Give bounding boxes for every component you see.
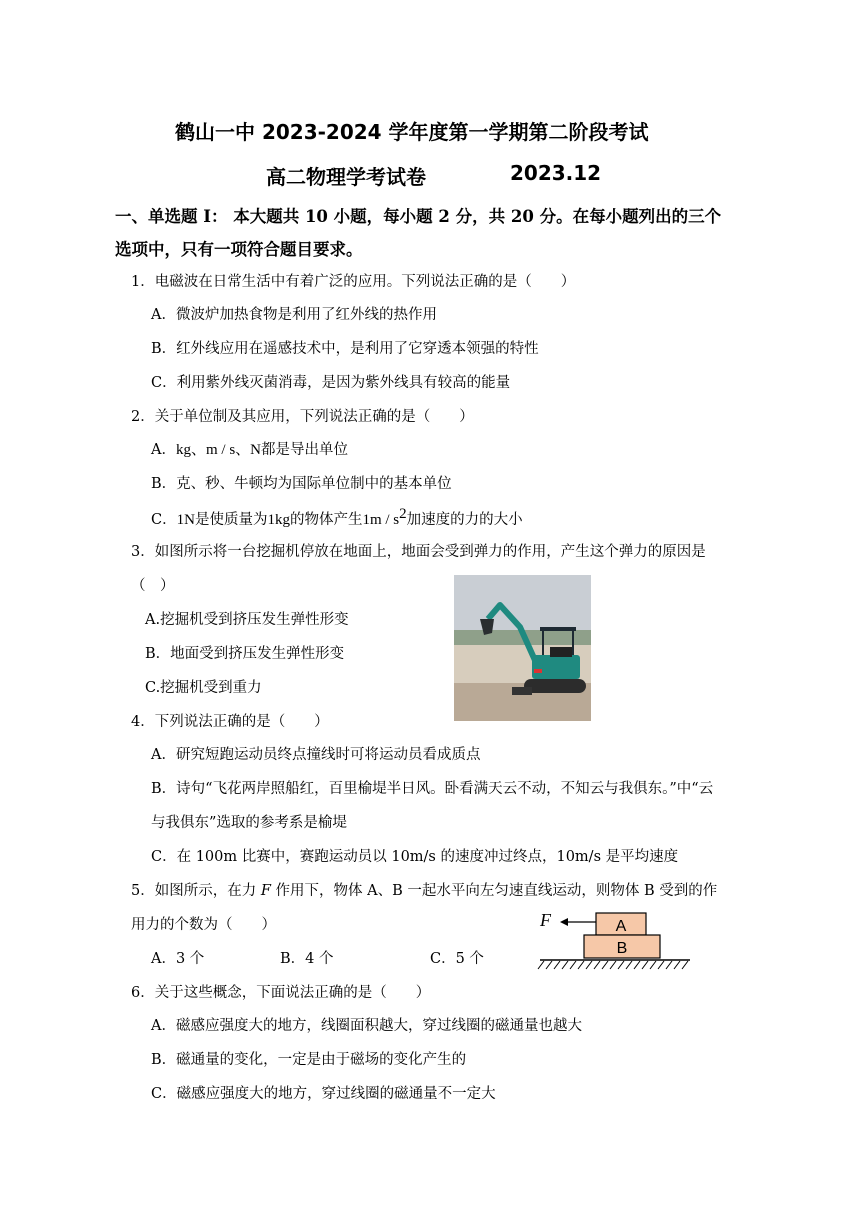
question-3-stem-line1: 3．如图所示将一台挖掘机停放在地面上，地面会受到弹力的作用，产生这个弹力的原因是 (131, 544, 706, 560)
block-b-label: B (616, 940, 628, 957)
question-1-option-b: B．红外线应用在遥感技术中，是利用了它穿透本领强的特性 (151, 341, 539, 357)
question-5-stem-line1: 5．如图所示，在力 F 作用下，物体 A、B 一起水平向左匀速直线运动，则物体 B 受到的作 (131, 883, 718, 899)
question-3-stem-line2: （ ） (131, 578, 175, 594)
block-a-label: A (615, 918, 627, 935)
force-diagram (536, 904, 696, 974)
exam-title: 鹤山一中 2023-2024 学年度第一学期第二阶段考试 (175, 120, 649, 144)
question-1-stem: 1．电磁波在日常生活中有着广泛的应用。下列说法正确的是（ ） (131, 274, 576, 290)
question-3-option-b: B．地面受到挤压发生弹性形变 (145, 646, 345, 662)
exam-subtitle: 高二物理学考试卷 (266, 165, 426, 189)
question-4-option-c: C．在 100m 比赛中，赛跑运动员以 10m/s 的速度冲过终点，10m/s 是平均速度 (151, 849, 679, 865)
question-6-option-b: B．磁通量的变化，一定是由于磁场的变化产生的 (151, 1052, 467, 1068)
question-4-option-a: A．研究短跑运动员终点撞线时可将运动员看成质点 (151, 747, 481, 763)
question-5-option-a: A．3 个 (151, 951, 205, 967)
question-6-option-c: C．磁感应强度大的地方，穿过线圈的磁通量不一定大 (151, 1086, 496, 1102)
question-4-option-b-line2: 与我俱东”选取的参考系是榆堤 (151, 815, 347, 831)
question-4-stem: 4．下列说法正确的是（ ） (131, 714, 329, 730)
question-6-stem: 6．关于这些概念，下面说法正确的是（ ） (131, 985, 431, 1001)
section-heading-line1: 一、单选题 I： 本大题共 10 小题，每小题 2 分，共 20 分。在每小题列出的三个 (115, 207, 722, 226)
question-2-stem: 2．关于单位制及其应用，下列说法正确的是（ ） (131, 409, 474, 425)
section-heading-line2: 选项中，只有一项符合题目要求。 (115, 240, 363, 259)
question-6-option-a: A．磁感应强度大的地方，线圈面积越大，穿过线圈的磁通量也越大 (151, 1018, 582, 1034)
question-5-stem-line2: 用力的个数为（ ） (131, 917, 276, 933)
excavator-photo (454, 575, 591, 721)
question-2-option-a: A．kg、m / s、N都是导出单位 (151, 442, 348, 458)
question-1-option-a: A．微波炉加热食物是利用了红外线的热作用 (151, 307, 437, 323)
question-1-option-c: C．利用紫外线灭菌消毒，是因为紫外线具有较高的能量 (151, 375, 511, 391)
question-3-option-a: A.挖掘机受到挤压发生弹性形变 (145, 612, 349, 628)
question-2-option-b: B．克、秒、牛顿均为国际单位制中的基本单位 (151, 476, 452, 492)
question-2-option-c: C．1N是使质量为1kg的物体产生$1m / s^2$加速度的力的大小 (151, 506, 523, 528)
force-label: F (540, 910, 551, 930)
question-3-option-c: C.挖掘机受到重力 (145, 680, 262, 696)
question-4-option-b-line1: B．诗句“飞花两岸照船红，百里榆堤半日风。卧看满天云不动，不知云与我俱东。”中“云 (151, 781, 714, 797)
question-5-option-b: B．4 个 (280, 951, 334, 967)
question-5-option-c: C．5 个 (430, 951, 484, 967)
exam-date: 2023.12 (510, 161, 602, 185)
